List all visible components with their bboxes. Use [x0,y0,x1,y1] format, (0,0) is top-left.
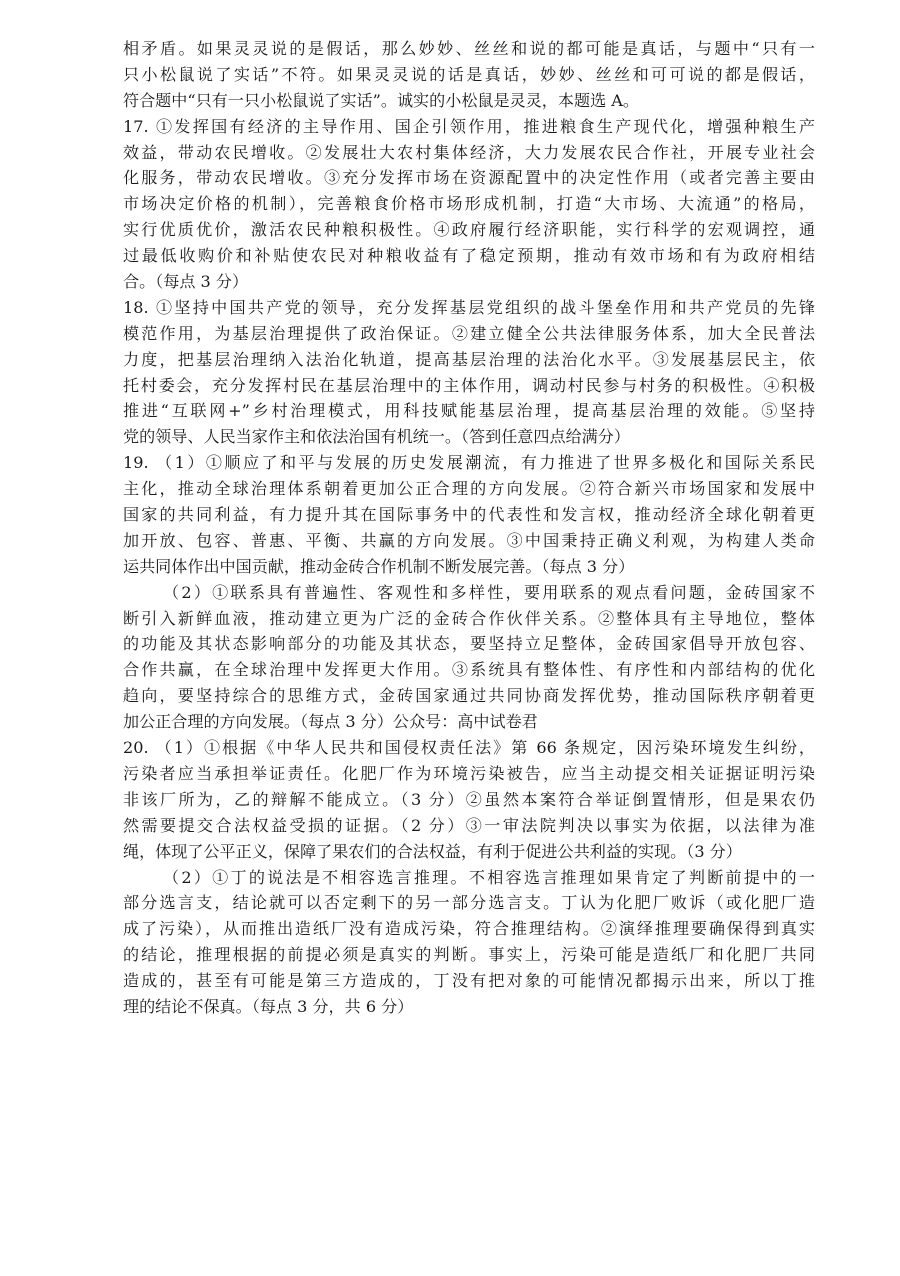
text-line: 市场决定价格的机制），完善粮食价格市场形成机制，打造“大市场、大流通”的格局， [123,194,815,214]
text-line: 加公正合理的方向发展。（每点 3 分）公众号：高中试卷君 [123,712,538,732]
text-line: 的功能及其状态影响部分的功能及其状态，要坚持立足整体，金砖国家倡导开放包容、 [123,634,815,654]
text-line: 力度，把基层治理纳入法治化轨道，提高基层治理的法治化水平。③发展基层民主，依 [123,349,815,369]
text-line: 断引入新鲜血液，推动建立更为广泛的金砖合作伙伴关系。②整体具有主导地位，整体 [123,608,815,628]
text-line: 效益，带动农民增收。②发展壮大农村集体经济，大力发展农民合作社，开展专业社会 [123,142,815,162]
text-line: 合。（每点 3 分） [123,272,249,292]
text-line: 加开放、包容、普惠、平衡、共赢的方向发展。③中国秉持正确义利观，为构建人类命 [123,530,815,550]
text-line: 趋向，要坚持综合的思维方式，金砖国家通过共同协商发挥优势，推动国际秩序朝着更 [123,686,815,706]
text-line: 合作共赢，在全球治理中发挥更大作用。③系统具有整体性、有序性和内部结构的优化 [123,660,815,680]
text-line: 绳，体现了公平正义，保障了果农们的合法权益，有利于促进公共利益的实现。（3 分） [123,841,742,861]
text-line: 化服务，带动农民增收。③充分发挥市场在资源配置中的决定性作用（或者完善主要由 [123,168,815,188]
text-line: 只小松鼠说了实话”不符。如果灵灵说的话是真话，妙妙、丝丝和可可说的都是假话， [123,64,815,84]
text-line: （2）①联系具有普遍性、客观性和多样性，要用联系的观点看问题，金砖国家不 [163,582,815,602]
text-line: 的结论，推理根据的前提必须是真实的判断。事实上，污染可能是造纸厂和化肥厂共同 [123,945,815,965]
text-line: 造成的，甚至有可能是第三方造成的，丁没有把对象的可能情况都揭示出来，所以丁推 [123,971,815,991]
text-line: 党的领导、人民当家作主和依法治国有机统一。（答到任意四点给满分） [123,427,630,447]
text-line: 20. （1）①根据《中华人民共和国侵权责任法》第 66 条规定，因污染环境发生纠纷， [123,738,815,758]
answer-text-body [123,36,815,1020]
text-line: 成了污染），从而推出造纸厂没有造成污染，符合推理结构。②演绎推理要确保得到真实 [123,919,815,939]
text-line: 模范作用，为基层治理提供了政治保证。②建立健全公共法律服务体系，加大全民普法 [123,323,815,343]
text-line: 19. （1）①顺应了和平与发展的历史发展潮流，有力推进了世界多极化和国际关系民 [123,453,815,473]
text-line: 国家的共同利益，有力提升其在国际事务中的代表性和发言权，推动经济全球化朝着更 [123,505,815,525]
text-line: 过最低收购价和补贴使农民对种粮收益有了稳定预期，推动有效市场和有为政府相结 [123,246,815,266]
text-line: 主化，推动全球治理体系朝着更加公正合理的方向发展。②符合新兴市场国家和发展中 [123,479,815,499]
text-line: （2）①丁的说法是不相容选言推理。不相容选言推理如果肯定了判断前提中的一 [163,867,815,887]
text-line: 污染者应当承担举证责任。化肥厂作为环境污染被告，应当主动提交相关证据证明污染 [123,763,815,783]
text-line: 理的结论不保真。（每点 3 分，共 6 分） [123,996,414,1016]
text-line: 18. ①坚持中国共产党的领导，充分发挥基层党组织的战斗堡垒作用和共产党员的先锋 [123,297,815,317]
text-line: 相矛盾。如果灵灵说的是假话，那么妙妙、丝丝和说的都可能是真话，与题中“只有一 [123,39,815,58]
text-line: 部分选言支，结论就可以否定剩下的另一部分选言支。丁认为化肥厂败诉（或化肥厂造 [123,893,815,913]
text-line: 非该厂所为，乙的辩解不能成立。（3 分）②虽然本案符合举证倒置情形，但是果农仍 [123,789,815,809]
text-line: 然需要提交合法权益受损的证据。（2 分）③一审法院判决以事实为依据，以法律为准 [123,815,815,835]
text-line: 运共同体作出中国贡献，推动金砖合作机制不断发展完善。（每点 3 分） [123,556,635,576]
text-line: 推进“互联网+”乡村治理模式，用科技赋能基层治理，提高基层治理的效能。⑤坚持 [123,401,815,421]
text-line: 托村委会，充分发挥村民在基层治理中的主体作用，调动村民参与村务的积极性。④积极 [123,375,815,395]
text-line: 实行优质优价，激活农民种粮积极性。④政府履行经济职能，实行科学的宏观调控，通 [123,220,815,240]
text-line: 17. ①发挥国有经济的主导作用、国企引领作用，推进粮食生产现代化，增强种粮生产 [123,116,815,136]
text-line: 符合题中“只有一只小松鼠说了实话”。诚实的小松鼠是灵灵，本题选 A。 [123,90,640,110]
